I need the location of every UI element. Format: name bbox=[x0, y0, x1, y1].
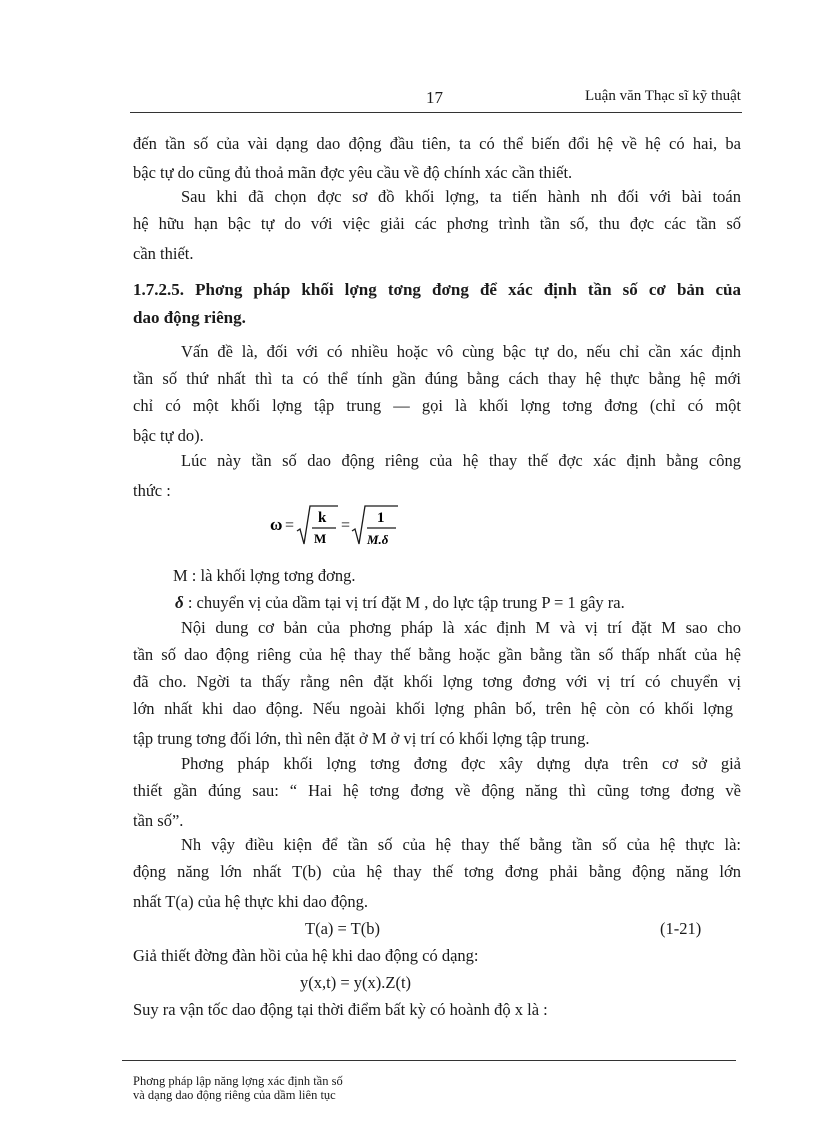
paragraph-line: thiết gần đúng sau: “ Hai hệ tơng đơng về động năng thì cũng tơng đơng về bbox=[133, 781, 741, 800]
paragraph-line: tần số dao động riêng của hệ thay thế bằng hoặc gần bằng tần số thấp nhất của hệ bbox=[133, 645, 741, 664]
paragraph-line: bậc tự do cũng đủ thoả mãn đợc yêu cầu về độ chính xác cần thiết. bbox=[133, 163, 573, 182]
equation-number: (1-21) bbox=[660, 919, 702, 938]
denominator-M-delta: M.δ bbox=[367, 532, 389, 547]
paragraph-line: Giả thiết đờng đàn hồi của hệ khi dao động có dạng: bbox=[133, 946, 479, 965]
paragraph-line: bậc tự do). bbox=[133, 426, 204, 445]
paragraph-line: đến tần số của vài dạng dao động đầu tiên, ta có thể biến đổi hệ về hệ có hai, ba bbox=[133, 134, 741, 153]
paragraph-line: thức : bbox=[133, 481, 171, 500]
equation: y(x,t) = y(x).Z(t) bbox=[300, 973, 412, 992]
section-heading: dao động riêng. bbox=[133, 308, 246, 327]
numerator-k: k bbox=[318, 510, 327, 526]
paragraph-line: cần thiết. bbox=[133, 244, 194, 263]
paragraph-line: hệ hữu hạn bậc tự do với việc giải các phơng trình tần số, thu đợc các tần số bbox=[133, 214, 741, 233]
footer-line: và dạng dao động riêng của dầm liên tục bbox=[133, 1088, 336, 1102]
footer-line: Phơng pháp lập năng lợng xác định tần số bbox=[133, 1074, 343, 1088]
frequency-formula bbox=[268, 500, 408, 552]
definition-line bbox=[175, 590, 625, 616]
omega-symbol: ω bbox=[270, 515, 283, 534]
section-heading: 1.7.2.5. Phơng pháp khối lợng tơng đơng để xác định tần số cơ bản của bbox=[133, 280, 741, 299]
numerator-one: 1 bbox=[377, 510, 385, 526]
denominator-M: M bbox=[314, 531, 327, 546]
paragraph-line: Lúc này tần số dao động riêng của hệ thay thế đợc xác định bằng công bbox=[181, 451, 741, 470]
paragraph-line: tần số”. bbox=[133, 811, 184, 830]
paragraph-line: Sau khi đã chọn đợc sơ đồ khối lợng, ta tiến hành nh đối với bài toán bbox=[181, 187, 741, 206]
paragraph-line: Vấn đề là, đối với có nhiều hoặc vô cùng bậc tự do, nếu chỉ cần xác định bbox=[181, 342, 741, 361]
paragraph-line: động năng lớn nhất T(b) của hệ thay thế tơng đơng phải bằng động năng lớn bbox=[133, 862, 741, 881]
paragraph-line: chỉ có một khối lợng tập trung — gọi là khối lợng tơng đơng (chỉ có một bbox=[133, 396, 741, 415]
footer-rule bbox=[122, 1060, 736, 1061]
header-rule bbox=[130, 112, 742, 113]
paragraph-line: nhất T(a) của hệ thực khi dao động. bbox=[133, 892, 368, 911]
page-number: 17 bbox=[426, 88, 443, 107]
definition-text: : chuyển vị của dầm tại vị trí đặt M , do lực tập trung P = 1 gây ra. bbox=[187, 593, 625, 612]
paragraph-line: Nội dung cơ bản của phơng pháp là xác định M và vị trí đặt M sao cho bbox=[181, 618, 741, 637]
definition-line: M : là khối lợng tơng đơng. bbox=[173, 566, 356, 585]
paragraph-line: Nh vậy điều kiện để tần số của hệ thay thế bằng tần số của hệ thực là: bbox=[181, 835, 741, 854]
paragraph-line: tập trung tơng đối lớn, thì nên đặt ở M ở vị trí có khối lợng tập trung. bbox=[133, 729, 590, 748]
equation: T(a) = T(b) bbox=[305, 919, 380, 938]
document-title: Luận văn Thạc sĩ kỹ thuật bbox=[585, 88, 741, 104]
paragraph-line: Phơng pháp khối lợng tơng đơng đợc xây dựng dựa trên cơ sở giả bbox=[181, 754, 741, 773]
delta-symbol: δ bbox=[175, 593, 184, 612]
paragraph-line: tần số thứ nhất thì ta có thể tính gần đúng bằng cách thay hệ thực bằng hệ mới bbox=[133, 369, 741, 388]
equals-sign: = bbox=[285, 517, 295, 534]
equals-sign: = bbox=[341, 517, 351, 534]
paragraph-line: Suy ra vận tốc dao động tại thời điểm bất kỳ có hoành độ x là : bbox=[133, 1000, 548, 1019]
paragraph-line: lớn nhất khi dao động. Nếu ngoài khối lợng phân bố, trên hệ còn có khối lợng bbox=[133, 699, 733, 718]
paragraph-line: đã cho. Ngời ta thấy rằng nên đặt khối lợng tơng đơng với vị trí có chuyển vị bbox=[133, 672, 741, 691]
